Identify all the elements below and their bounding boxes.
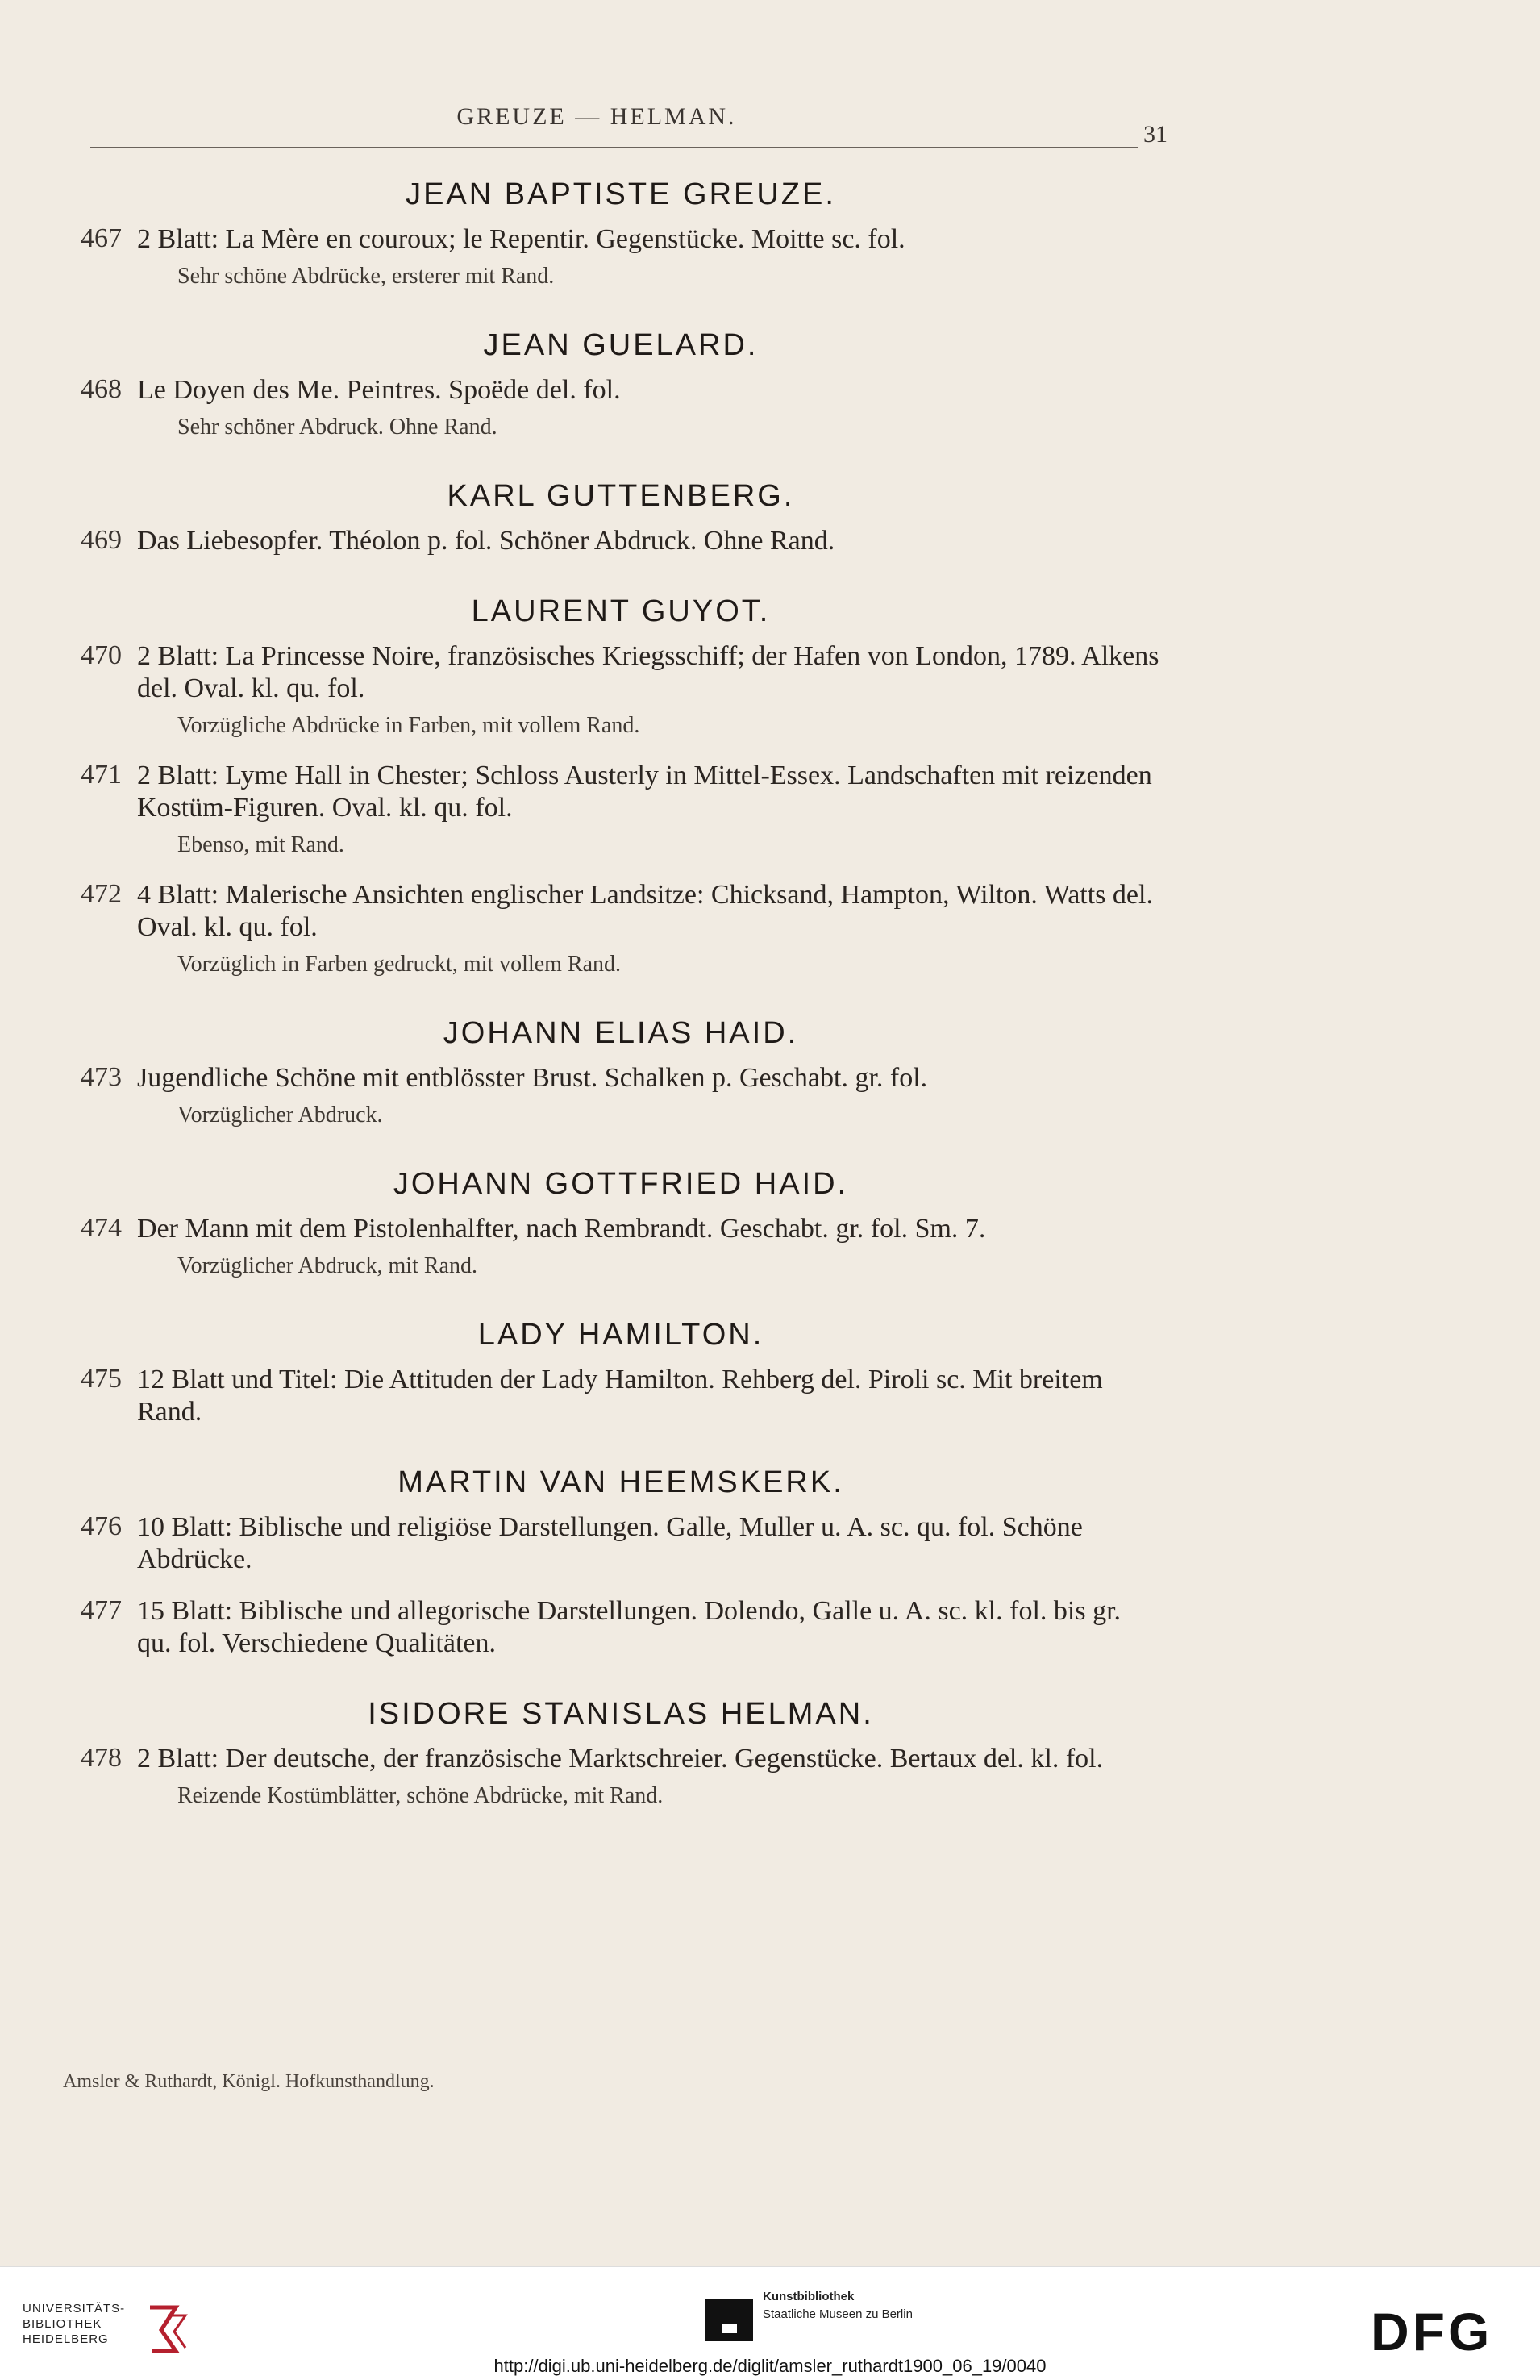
running-head: GREUZE — HELMAN.: [456, 103, 737, 130]
entry-condition-note: Vorzüglicher Abdruck.: [177, 1102, 383, 1127]
kunstbibliothek-logo: [705, 2288, 971, 2361]
entry-condition-note: Vorzüglich in Farben gedruckt, mit vollem Rand.: [177, 952, 622, 977]
catalog-entry: [81, 1511, 1161, 1576]
lot-number: 473: [81, 1062, 122, 1092]
entry-description: Der Mann mit dem Pistolenhalfter, nach Rembrandt. Geschabt. gr. fol. Sm. 7.: [137, 1214, 986, 1244]
entry-description: Le Doyen des Me. Peintres. Spoëde del. fol.: [137, 375, 621, 405]
entry-condition-note: Vorzügliche Abdrücke in Farben, mit vollem Rand.: [177, 713, 640, 738]
artist-heading: KARL GUTTENBERG.: [447, 479, 795, 513]
artist-heading: LADY HAMILTON.: [477, 1318, 764, 1352]
artist-section: [81, 1167, 1161, 1281]
entry-description: 2 Blatt: Lyme Hall in Chester; Schloss Austerly in Mittel-Essex. Landschaften mit reizenden Kostüm-Figuren. Oval. kl. qu. fol.: [137, 761, 1152, 823]
university-library-text: UNIVERSITÄTS- BIBLIOTHEK HEIDELBERG: [23, 2302, 126, 2346]
lot-number: 467: [81, 223, 122, 253]
lot-number: 476: [81, 1511, 122, 1541]
entry-condition-note: Sehr schöne Abdrücke, ersterer mit Rand.: [177, 264, 555, 289]
lot-number: 475: [81, 1364, 122, 1394]
lot-number: 468: [81, 374, 122, 404]
artist-heading: JOHANN ELIAS HAID.: [443, 1016, 799, 1050]
artist-heading: LAURENT GUYOT.: [471, 594, 771, 628]
artist-section: [81, 1016, 1161, 1130]
artist-section: [81, 1318, 1161, 1428]
entry-description: 2 Blatt: Der deutsche, der französische Marktschreier. Gegenstücke. Bertaux del. kl. fol.: [137, 1744, 1104, 1774]
entry-condition-note: Reizende Kostümblätter, schöne Abdrücke, mit Rand.: [177, 1783, 664, 1808]
kunstbibliothek-name: Kunstbibliothek: [763, 2290, 855, 2303]
dfg-logo: DFG: [1371, 2302, 1493, 2361]
university-library-logo: [23, 2301, 192, 2357]
kunstbibliothek-mark-icon: [705, 2299, 753, 2341]
entry-condition-note: Ebenso, mit Rand.: [177, 832, 344, 857]
entry-description: 15 Blatt: Biblische und allegorische Darstellungen. Dolendo, Galle u. A. sc. kl. fol. bis gr. qu. fol. Verschiedene Qualitäten.: [137, 1596, 1122, 1658]
lot-number: 472: [81, 879, 122, 909]
lot-number: 469: [81, 525, 122, 555]
artist-section: [81, 479, 1161, 557]
entry-condition-note: Sehr schöner Abdruck. Ohne Rand.: [177, 415, 497, 440]
catalog-entry: [81, 879, 1161, 979]
catalog-entry: [81, 223, 1161, 291]
entry-description: 4 Blatt: Malerische Ansichten englischer Landsitze: Chicksand, Hampton, Wilton. Watts del. Oval. kl. qu. fol.: [137, 880, 1153, 942]
artist-heading: JEAN BAPTISTE GREUZE.: [406, 177, 836, 211]
entry-condition-note: Vorzüglicher Abdruck, mit Rand.: [177, 1253, 477, 1278]
lot-number: 478: [81, 1743, 122, 1773]
artist-section: [81, 177, 1161, 291]
digitization-footer: [0, 2266, 1540, 2380]
artist-heading: MARTIN VAN HEEMSKERK.: [397, 1465, 844, 1499]
artist-section: [81, 1697, 1161, 1811]
university-library-mark-icon: [144, 2303, 192, 2356]
catalog-entry: [81, 1364, 1161, 1428]
source-url[interactable]: http://digi.ub.uni-heidelberg.de/diglit/amsler_ruthardt1900_06_19/0040: [493, 2356, 1047, 2376]
lot-number: 471: [81, 760, 122, 790]
catalog-entry: [81, 525, 1161, 557]
lot-number: 477: [81, 1595, 122, 1625]
page-number: 31: [1143, 121, 1167, 148]
catalog-entry: [81, 1743, 1161, 1811]
artist-heading: JEAN GUELARD.: [483, 328, 759, 362]
artist-section: [81, 1465, 1161, 1660]
entry-description: 2 Blatt: La Princesse Noire, französisches Kriegsschiff; der Hafen von London, 1789. Alkens del. Oval. kl. qu. fol.: [137, 641, 1159, 703]
kunstbibliothek-subtitle: Staatliche Museen zu Berlin: [763, 2307, 913, 2321]
header-rule: [90, 147, 1138, 148]
catalog-entry: [81, 374, 1161, 442]
entry-description: Das Liebesopfer. Théolon p. fol. Schöner Abdruck. Ohne Rand.: [137, 526, 835, 556]
artist-section: [81, 328, 1161, 442]
artist-section: [81, 594, 1161, 979]
entry-description: 10 Blatt: Biblische und religiöse Darstellungen. Galle, Muller u. A. sc. qu. fol. Schöne Abdrücke.: [137, 1512, 1083, 1574]
artist-heading: JOHANN GOTTFRIED HAID.: [393, 1167, 849, 1201]
lot-number: 474: [81, 1213, 122, 1243]
catalog-content: [81, 177, 1161, 1848]
lot-number: 470: [81, 640, 122, 670]
catalog-entry: [81, 760, 1161, 860]
artist-heading: ISIDORE STANISLAS HELMAN.: [368, 1697, 874, 1731]
entry-description: 2 Blatt: La Mère en couroux; le Repentir. Gegenstücke. Moitte sc. fol.: [137, 224, 905, 254]
catalog-entry: [81, 1062, 1161, 1130]
entry-description: Jugendliche Schöne mit entblösster Brust. Schalken p. Geschabt. gr. fol.: [137, 1063, 928, 1093]
catalog-entry: [81, 1213, 1161, 1281]
catalog-entry: [81, 1595, 1161, 1660]
entry-description: 12 Blatt und Titel: Die Attituden der Lady Hamilton. Rehberg del. Piroli sc. Mit breitem Rand.: [137, 1365, 1103, 1427]
publisher-imprint: Amsler & Ruthardt, Königl. Hofkunsthandlung.: [63, 2071, 435, 2092]
catalog-entry: [81, 640, 1161, 740]
